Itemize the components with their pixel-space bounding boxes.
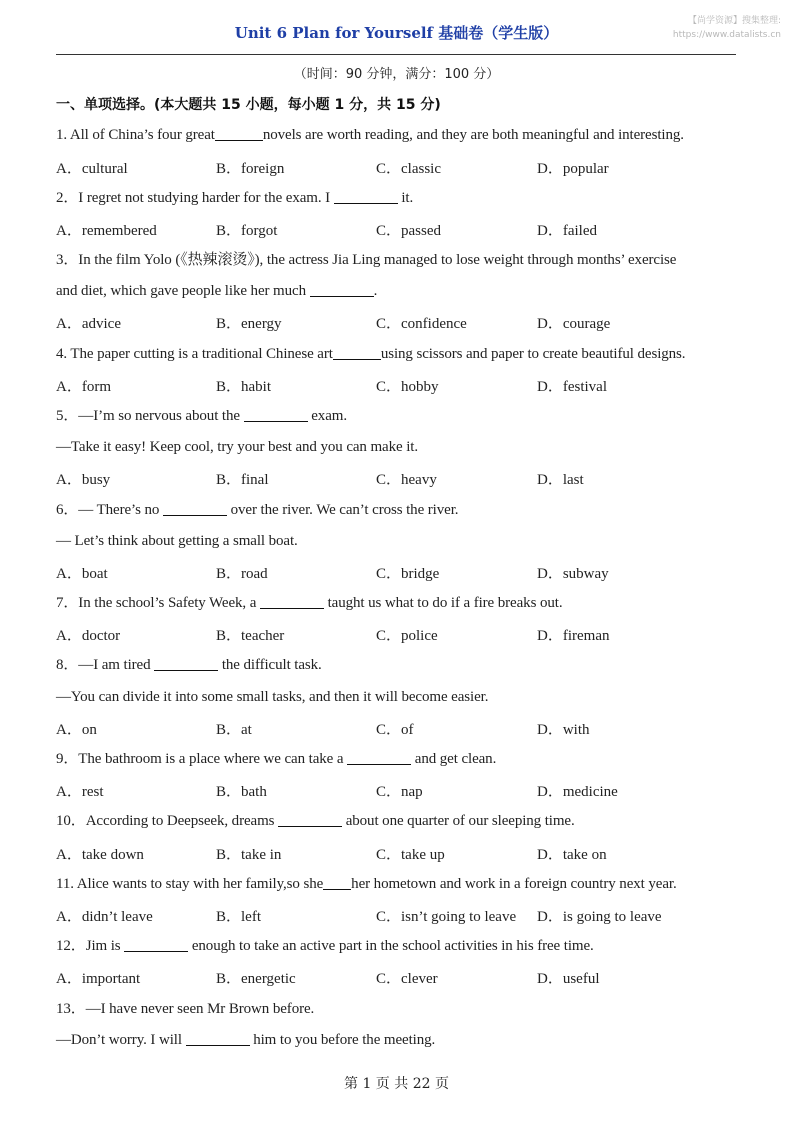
option-b: B．forgot <box>216 223 278 239</box>
question-text: —You can divide it into some small tasks, and then it will become easier. <box>56 689 489 705</box>
question-2-options <box>56 219 746 239</box>
question-8-line-1 <box>56 655 746 675</box>
question-text-after-blank: . <box>373 283 378 299</box>
question-text-before-blank: 9．The bathroom is a place where we can take a <box>56 751 348 767</box>
question-2-line-1 <box>56 188 746 208</box>
option-a: A．take down <box>56 847 144 863</box>
option-d: D．useful <box>537 971 600 987</box>
answer-blank <box>186 1031 250 1046</box>
question-6-options <box>56 562 746 582</box>
option-a: A．important <box>56 971 141 987</box>
option-a: A．form <box>56 379 111 395</box>
question-text-after-blank: her hometown and work in a foreign country next year. <box>351 876 677 892</box>
question-3-line-2 <box>56 281 746 301</box>
question-text-after-blank: the difficult task. <box>218 657 322 673</box>
option-a: A．on <box>56 722 97 738</box>
option-b: B．road <box>216 566 268 582</box>
question-5-line-1 <box>56 406 746 426</box>
section-heading: 一、单项选择。(本大题共 15 小题，每小题 1 分，共 15 分) <box>56 97 441 113</box>
question-text: 3．In the film Yolo (《热辣滚烫》), the actress Jia Ling managed to lose weight through months’ exercise <box>56 252 677 268</box>
option-c: C．classic <box>376 161 441 177</box>
option-a: A．advice <box>56 316 121 332</box>
question-text-after-blank: and get clean. <box>411 751 497 767</box>
question-8-line-2 <box>56 687 746 707</box>
option-b: B．bath <box>216 784 267 800</box>
option-a: A．doctor <box>56 628 121 644</box>
answer-blank <box>347 750 411 765</box>
option-c: C．isn’t going to leave <box>376 909 517 925</box>
option-c: C．police <box>376 628 438 644</box>
watermark-line-1: 【尚学资源】搜集整理: <box>687 16 781 26</box>
option-d: D．with <box>537 722 590 738</box>
watermark-line-2: https://www.datalists.cn <box>672 30 781 40</box>
option-d: D．is going to leave <box>537 909 662 925</box>
question-7-options <box>56 624 746 644</box>
question-text-before-blank: 2．I regret not studying harder for the exam. I <box>56 190 334 206</box>
question-1-options <box>56 157 746 177</box>
question-text-before-blank: —Don’t worry. I will <box>56 1032 186 1048</box>
option-d: D．courage <box>537 316 611 332</box>
question-text-before-blank: 10．According to Deepseek, dreams <box>56 813 279 829</box>
question-12-options <box>56 967 746 987</box>
question-13-line-2 <box>56 1030 746 1050</box>
question-9-line-1 <box>56 749 746 769</box>
option-c: C．of <box>376 722 414 738</box>
answer-blank <box>334 189 398 204</box>
question-text-before-blank: 12．Jim is <box>56 938 125 954</box>
page-title: Unit 6 Plan for Yourself 基础卷（学生版） <box>234 24 559 42</box>
answer-blank <box>215 126 263 141</box>
question-6-line-1 <box>56 500 746 520</box>
option-b: B．take in <box>216 847 282 863</box>
option-b: B．left <box>216 909 261 925</box>
question-text-before-blank: 4. The paper cutting is a traditional Chinese art <box>56 346 333 362</box>
option-c: C．nap <box>376 784 423 800</box>
time-info: （时间：90 分钟，满分：100 分） <box>293 67 500 82</box>
answer-blank <box>333 345 381 360</box>
question-text-after-blank: exam. <box>307 408 347 424</box>
question-1-line-1 <box>56 125 746 145</box>
answer-blank <box>260 594 324 609</box>
question-13-line-1 <box>56 999 746 1019</box>
option-a: A．didn’t leave <box>56 909 153 925</box>
option-c: C．heavy <box>376 472 437 488</box>
option-c: C．clever <box>376 971 438 987</box>
question-text-after-blank: over the river. We can’t cross the river. <box>226 502 459 518</box>
question-4-options <box>56 375 746 395</box>
answer-blank <box>310 282 374 297</box>
question-text-after-blank: using scissors and paper to create beautiful designs. <box>380 346 686 362</box>
option-d: D．subway <box>537 566 609 582</box>
option-d: D．festival <box>537 379 607 395</box>
question-9-options <box>56 780 746 800</box>
answer-blank <box>154 656 218 671</box>
option-b: B．energetic <box>216 971 296 987</box>
question-7-line-1 <box>56 593 746 613</box>
question-3-options <box>56 312 746 332</box>
option-d: D．medicine <box>537 784 618 800</box>
question-text-before-blank: 5．—I’m so nervous about the <box>56 408 244 424</box>
option-a: A．rest <box>56 784 104 800</box>
option-c: C．hobby <box>376 379 439 395</box>
question-text-before-blank: 1. All of China’s four great <box>56 127 215 143</box>
answer-blank <box>163 501 227 516</box>
option-d: D．failed <box>537 223 597 239</box>
question-10-options <box>56 843 746 863</box>
option-a: A．boat <box>56 566 108 582</box>
option-c: C．bridge <box>376 566 440 582</box>
question-text-after-blank: taught us what to do if a fire breaks out. <box>323 595 563 611</box>
question-text-before-blank: and diet, which gave people like her much <box>56 283 310 299</box>
question-text-before-blank: 6．— There’s no <box>56 502 163 518</box>
page-footer: 第 1 页 共 22 页 <box>344 1076 449 1092</box>
option-b: B．foreign <box>216 161 285 177</box>
option-c: C．passed <box>376 223 441 239</box>
option-d: D．fireman <box>537 628 610 644</box>
question-12-line-1 <box>56 936 746 956</box>
option-b: B．energy <box>216 316 282 332</box>
question-8-options <box>56 718 746 738</box>
option-c: C．confidence <box>376 316 467 332</box>
question-text: 13．—I have never seen Mr Brown before. <box>56 1001 315 1017</box>
question-5-options <box>56 468 746 488</box>
answer-blank <box>244 407 308 422</box>
question-text: —Take it easy! Keep cool, try your best and you can make it. <box>56 439 418 455</box>
question-text-before-blank: 8．—I am tired <box>56 657 155 673</box>
question-text: — Let’s think about getting a small boat. <box>56 533 298 549</box>
question-text-after-blank: enough to take an active part in the school activities in his free time. <box>188 938 594 954</box>
option-a: A．remembered <box>56 223 157 239</box>
question-text-after-blank: novels are worth reading, and they are both meaningful and interesting. <box>262 127 684 143</box>
question-6-line-2 <box>56 531 746 551</box>
option-b: B．final <box>216 472 269 488</box>
option-b: B．at <box>216 722 252 738</box>
option-a: A．busy <box>56 472 111 488</box>
question-text-after-blank: it. <box>397 190 414 206</box>
option-b: B．habit <box>216 379 271 395</box>
answer-blank <box>124 937 188 952</box>
question-text-before-blank: 7．In the school’s Safety Week, a <box>56 595 260 611</box>
answer-blank <box>278 812 342 827</box>
option-d: D．last <box>537 472 584 488</box>
question-11-line-1 <box>56 874 746 894</box>
question-11-options <box>56 905 746 925</box>
question-5-line-2 <box>56 437 746 457</box>
option-b: B．teacher <box>216 628 285 644</box>
question-text-after-blank: about one quarter of our sleeping time. <box>342 813 575 829</box>
option-a: A．cultural <box>56 161 128 177</box>
option-d: D．popular <box>537 161 609 177</box>
question-10-line-1 <box>56 811 746 831</box>
question-4-line-1 <box>56 344 746 364</box>
question-text-after-blank: him to you before the meeting. <box>249 1032 436 1048</box>
answer-blank <box>323 875 351 890</box>
question-3-line-1 <box>56 250 746 270</box>
question-text-before-blank: 11. Alice wants to stay with her family,so she <box>56 876 324 892</box>
header-divider <box>56 54 736 55</box>
option-d: D．take on <box>537 847 607 863</box>
option-c: C．take up <box>376 847 445 863</box>
